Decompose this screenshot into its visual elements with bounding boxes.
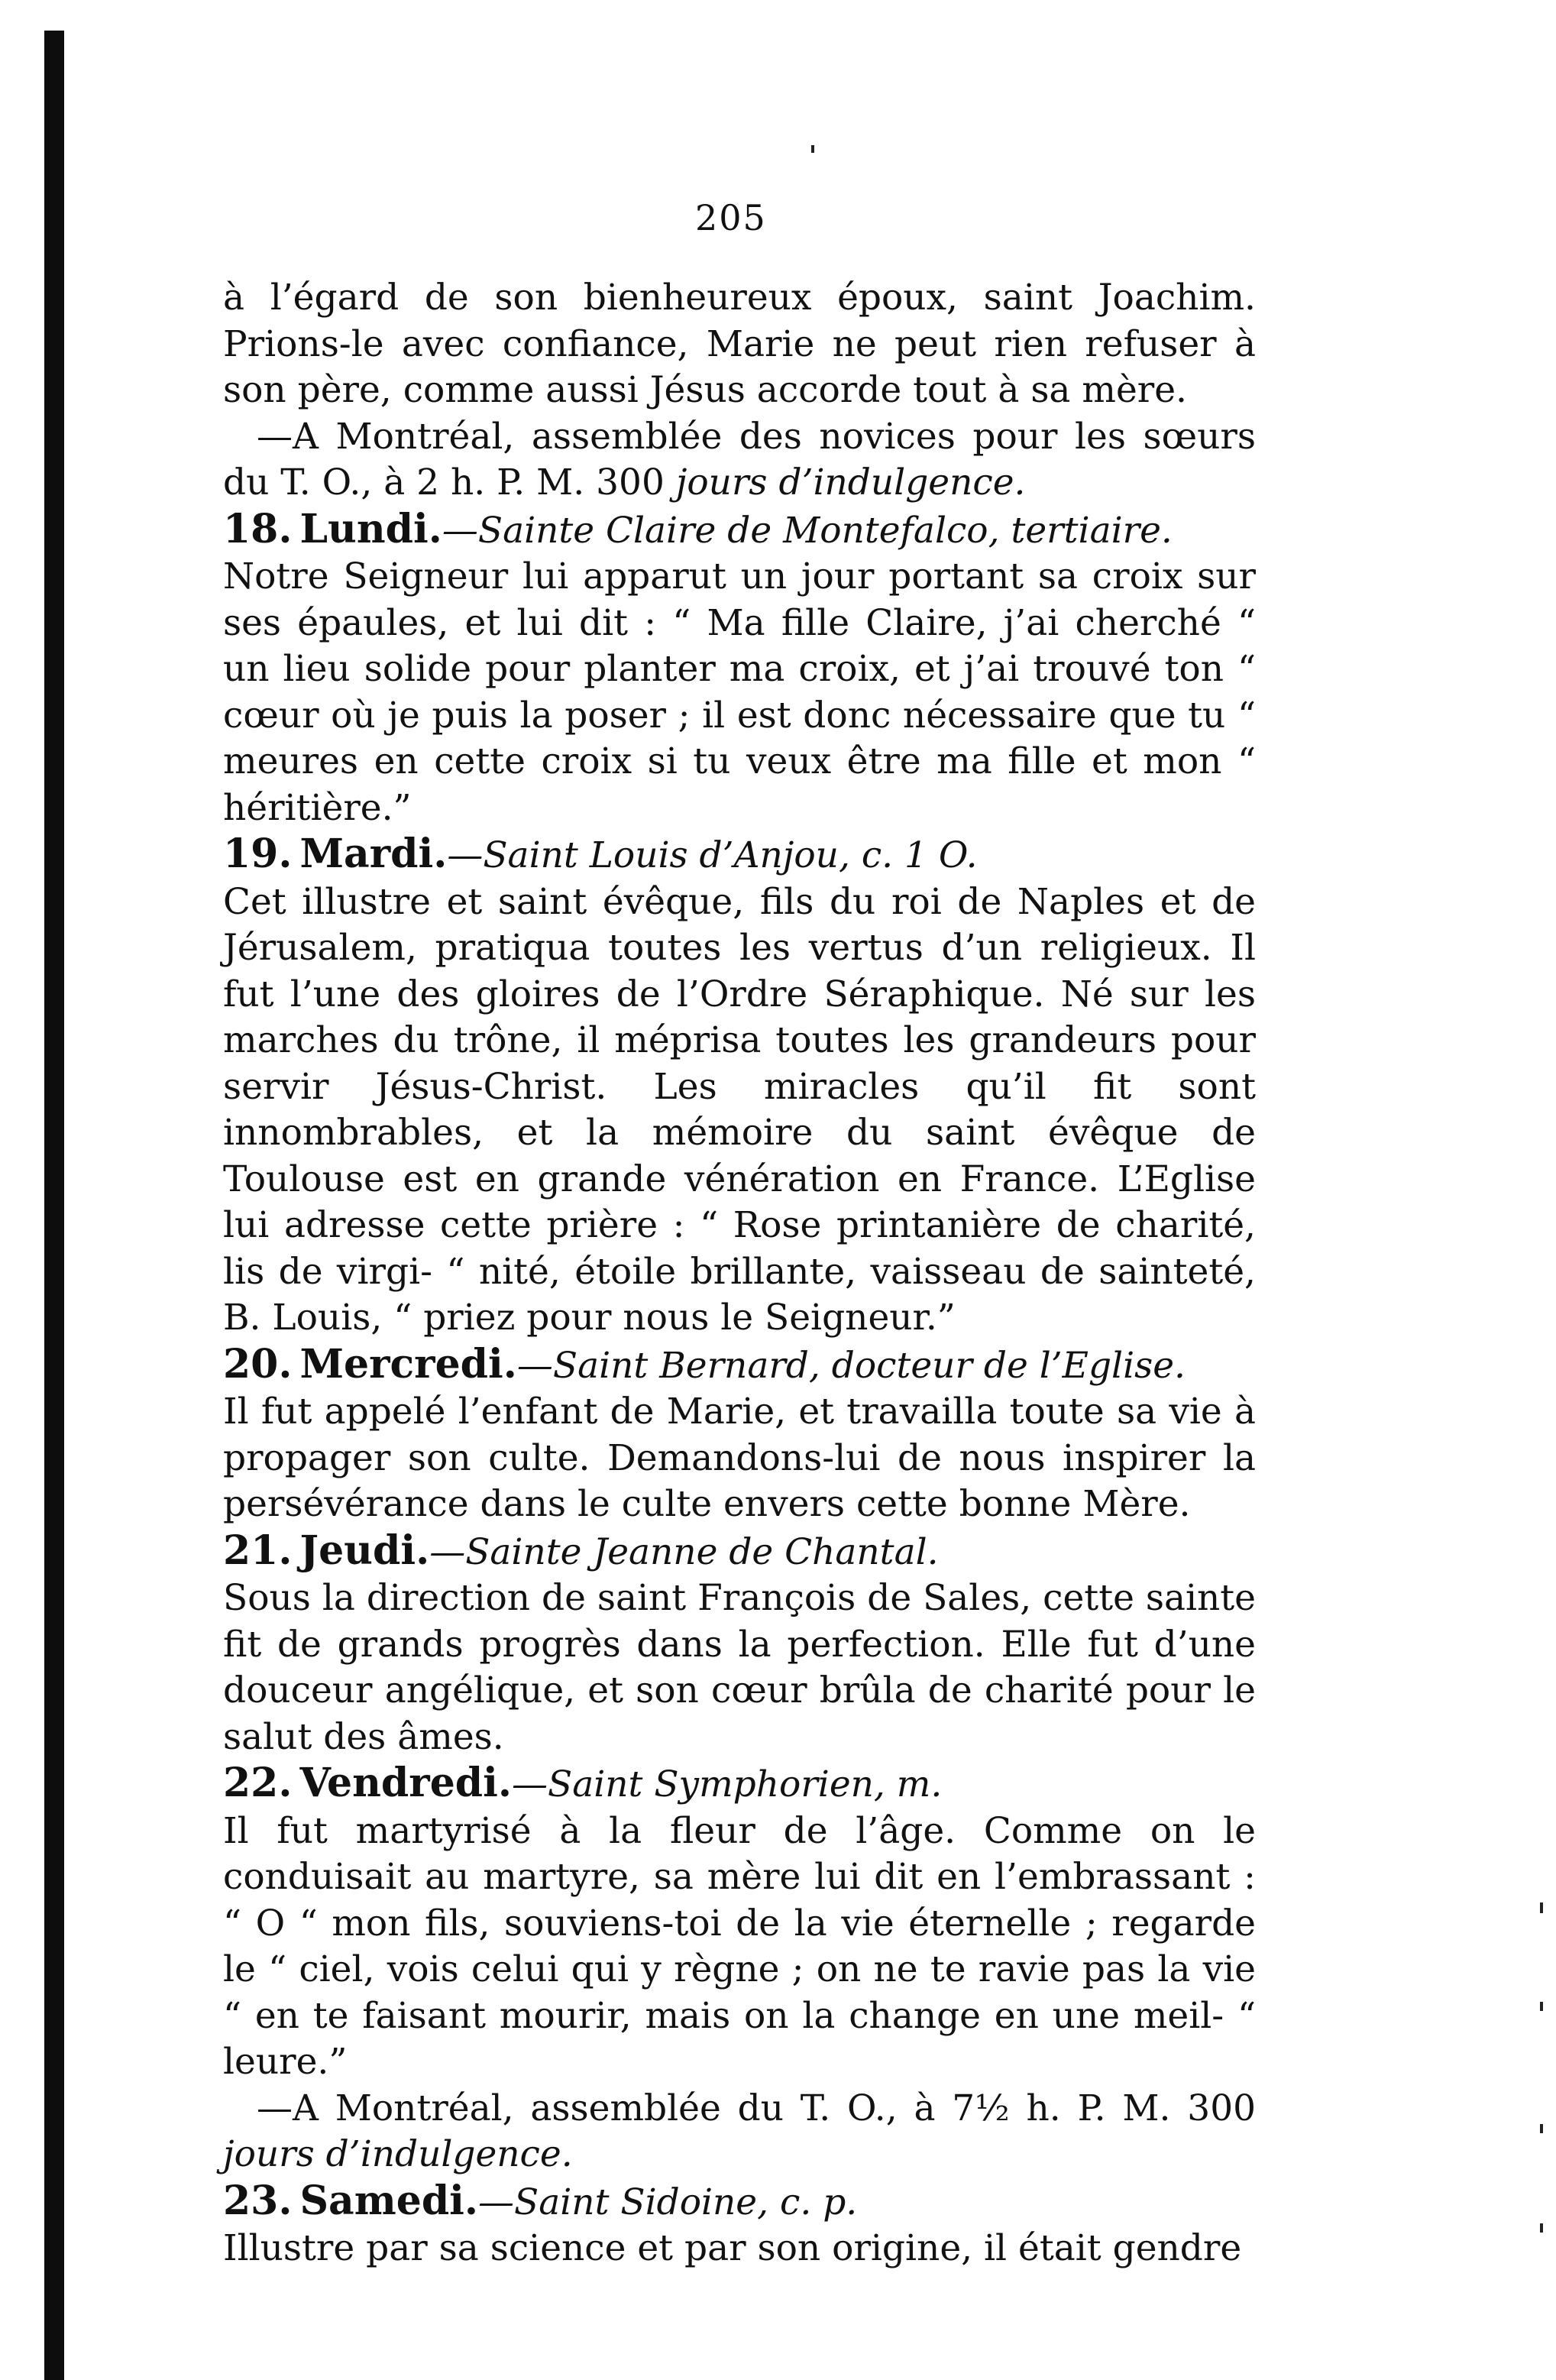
scan-speck [811,145,814,153]
day-heading [223,831,1256,879]
day-number: 23. [223,2177,293,2224]
notice-novices [223,414,1256,507]
day-body: Sous la direction de saint François de Sales, cette sainte fit de grands progrès dans la perfection. Elle fut d’une douceur angélique, et son cœur brûla de charité pour le salut des âmes. [223,1577,1256,1758]
day-number: 19. [223,831,293,877]
saint-name: —Saint Sidoine, c. p. [478,2181,858,2223]
day-heading [223,1342,1256,1390]
saint-name: —Sainte Jeanne de Chantal. [429,1530,939,1573]
day-number: 21. [223,1527,293,1574]
notice-text: —A Montréal, assemblée du T. O., à 7½ h. P. M. 300 [257,2087,1256,2129]
page-number: 205 [695,197,767,238]
day-body: Cet illustre et saint évêque, fils du roi de Naples et de Jérusalem, pratiqua toutes les vertus d’un religieux. Il fut l’une des gloires de l’Ordre Séraphique. Né sur les marches du trône, il méprisa toutes les grandeurs pour servir Jésus-Christ. Les miracles qu’il fit sont innombrables, et la mémoire du saint évêque de Toulouse est en grande vénération en France. L’Eglise lui adresse cette prière : “ Rose printanière de charité, lis de virgi- “ nité, étoile brillante, vaisseau de sainteté, B. Louis, “ priez pour nous le Seigneur.” [223,880,1256,1339]
day-name: Lundi. [299,505,442,552]
day-name: Jeudi. [299,1527,430,1574]
day-body: Notre Seigneur lui apparut un jour portant sa croix sur ses épaules, et lui dit : “ Ma fille Claire, j’ai cherché “ un lieu solide pour planter ma croix, et j’ai trouvé ton “ cœur où je puis la poser ; il est donc nécessaire que tu “ meures en cette croix si tu veux être ma fille et mon “ héritière.” [223,555,1256,829]
day-entry-23 [223,2178,1256,2272]
day-heading [223,1528,1256,1576]
saint-name: —Saint Bernard, docteur de l’Eglise. [516,1344,1186,1387]
day-heading [223,2178,1256,2226]
day-entry-18 [223,507,1256,832]
day-entry-21 [223,1528,1256,1761]
notice-text: —A Montréal, assemblée des novices pour les sœurs du T. O., à 2 h. P. M. 300 [223,415,1256,504]
scan-speck [1540,2223,1543,2233]
saint-name: —Saint Louis d’Anjou, c. 1 O. [447,834,978,876]
saint-name: —Saint Symphorien, m. [512,1763,943,1805]
paragraph-joachim: à l’égard de son bienheureux époux, saint Joachim. Prions-le avec confiance, Marie ne peut rien refuser à son père, comme aussi Jésus accorde tout à sa mère. [223,277,1256,411]
day-name: Mardi. [299,831,448,877]
day-name: Samedi. [299,2177,479,2224]
notice-indulgence: jours d’indulgence. [223,2133,573,2175]
day-heading [223,507,1256,555]
day-body: Il fut martyrisé à la fleur de l’âge. Comme on le conduisait au martyre, sa mère lui dit en l’embrassant : “ O “ mon fils, souviens-toi de la vie éternelle ; regarde le “ ciel, vois celui qui y règne ; on ne te ravie pas la vie “ en te faisant mourir, mais on la change en une meil- “ leure.” [223,1809,1256,2083]
day-number: 22. [223,1760,293,1806]
notice-indulgence: jours d’indulgence. [675,461,1026,504]
day-entry-19 [223,831,1256,1342]
page-text [223,275,1256,2272]
scan-speck [1540,1902,1543,1913]
day-entry-20 [223,1342,1256,1528]
page-binding-edge [44,31,64,2380]
day-number: 18. [223,505,293,552]
day-name: Mercredi. [299,1340,517,1388]
day-body: Illustre par sa science et par son origine, il était gendre [223,2227,1242,2269]
day-entry-22 [223,1760,1256,2178]
day-number: 20. [223,1340,293,1388]
notice-assembly [223,2086,1256,2178]
saint-name: —Sainte Claire de Montefalco, tertiaire. [442,509,1173,552]
day-name: Vendredi. [299,1760,512,1806]
day-heading [223,1760,1256,1808]
day-body: Il fut appelé l’enfant de Marie, et travailla toute sa vie à propager son culte. Demandons-lui de nous inspirer la persévérance dans le culte envers cette bonne Mère. [223,1391,1256,1525]
scan-speck [1540,2124,1543,2133]
scan-speck [1540,2002,1543,2011]
